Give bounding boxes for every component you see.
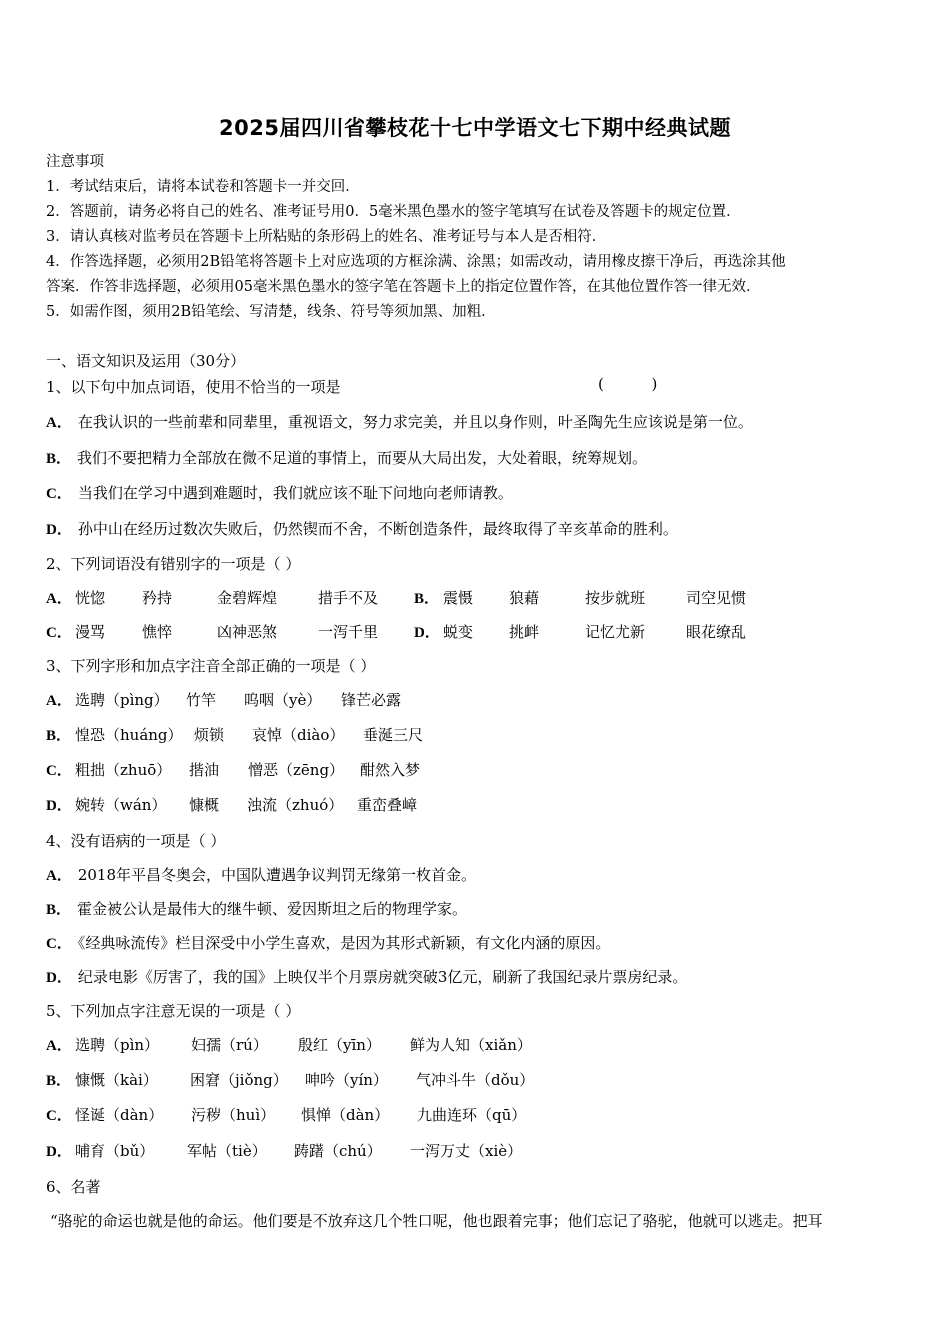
notice-item: 2．答题前，请务必将自己的姓名、准考证号用0．5毫米黑色墨水的签字笔填写在试卷及答题卡的规定位置． xyxy=(46,204,741,220)
question-5-stem: 5、下列加点字注意无误的一项是（ ） xyxy=(46,1002,301,1020)
section-heading: 一、语文知识及运用（30分） xyxy=(46,352,246,370)
word-item: 蜕变 xyxy=(443,623,474,641)
word-item: 一泻万丈（xiè） xyxy=(410,1142,523,1160)
q5-option-d xyxy=(46,1140,523,1161)
option-label: D． xyxy=(46,522,72,538)
word-item: 憎恶（zēng） xyxy=(248,761,345,779)
q3-option-c xyxy=(46,759,421,780)
option-text: 霍金被公认是最伟大的继牛顿、爱因斯坦之后的物理学家。 xyxy=(77,900,468,918)
word-item: 矜持 xyxy=(142,589,173,607)
word-item: 重峦叠嶂 xyxy=(357,796,418,814)
option-text: 孙中山在经历过数次失败后，仍然锲而不舍，不断创造条件，最终取得了辛亥革命的胜利。 xyxy=(77,520,678,538)
notice-item: 答案．作答非选择题，必须用05毫米黑色墨水的签字笔在答题卡上的指定位置作答，在其他位置作答一律无效． xyxy=(46,279,761,295)
q2-row-ab xyxy=(46,587,747,608)
question-1-stem: 1、以下句中加点词语，使用不恰当的一项是 xyxy=(46,378,341,396)
word-item: 军帖（tiè） xyxy=(187,1142,267,1160)
word-item: 金碧辉煌 xyxy=(217,589,278,607)
word-item: 憔悴 xyxy=(142,623,173,641)
word-item: 震慑 xyxy=(443,589,474,607)
word-item: 哺育（bǔ） xyxy=(75,1142,155,1160)
option-label: B． xyxy=(46,451,72,467)
option-text: 我们不要把精力全部放在微不足道的事情上，而要从大局出发，大处着眼，统筹规划。 xyxy=(77,449,648,467)
word-item: 妇孺（rú） xyxy=(191,1036,268,1054)
word-item: 漫骂 xyxy=(75,623,106,641)
word-item: 恍惚 xyxy=(75,589,106,607)
notice-item: 5．如需作图，须用2B铅笔绘、写清楚，线条、符号等须加黑、加粗． xyxy=(46,304,496,320)
word-item: 污秽（huì） xyxy=(191,1106,276,1124)
option-label: A． xyxy=(46,693,72,709)
question-3-stem: 3、下列字形和加点字注音全部正确的一项是（ ） xyxy=(46,657,376,675)
word-item: 酣然入梦 xyxy=(360,761,421,779)
option-label: C． xyxy=(46,763,72,779)
word-item: 锋芒必露 xyxy=(341,691,402,709)
word-item: 按步就班 xyxy=(585,589,646,607)
question-1-answer-paren: ( ) xyxy=(598,375,658,393)
question-6-stem: 6、名著 xyxy=(46,1178,101,1196)
word-item: 鲜为人知（xiǎn） xyxy=(410,1036,532,1054)
option-label: B． xyxy=(46,728,72,744)
notice-item: 1．考试结束后，请将本试卷和答题卡一并交回． xyxy=(46,179,360,195)
option-label: B． xyxy=(46,902,72,918)
word-item: 踌躇（chú） xyxy=(294,1142,382,1160)
q4-option-d xyxy=(46,966,687,987)
word-item: 狼藉 xyxy=(509,589,540,607)
word-item: 竹竿 xyxy=(186,691,217,709)
word-item: 婉转（wán） xyxy=(75,796,167,814)
q1-option-b xyxy=(46,447,647,468)
option-label: A． xyxy=(46,1038,72,1054)
q4-option-a xyxy=(46,864,476,885)
word-item: 选聘（pìng） xyxy=(75,691,169,709)
notice-item: 3．请认真核对监考员在答题卡上所粘贴的条形码上的姓名、准考证号与本人是否相符． xyxy=(46,229,607,245)
word-item: 惧惮（dàn） xyxy=(301,1106,390,1124)
word-item: 哀悼（diào） xyxy=(252,726,345,744)
word-item: 慷慨（kài） xyxy=(75,1071,158,1089)
word-item: 慷概 xyxy=(189,796,220,814)
word-item: 挑衅 xyxy=(509,623,540,641)
q5-option-b xyxy=(46,1069,535,1090)
question-2-stem: 2、下列词语没有错别字的一项是（ ） xyxy=(46,555,301,573)
word-item: 困窘（jiǒng） xyxy=(190,1071,288,1089)
q1-option-d xyxy=(46,518,678,539)
option-label: B． xyxy=(414,591,440,607)
notice-block xyxy=(46,150,916,325)
notice-item: 4．作答选择题，必须用2B铅笔将答题卡上对应选项的方框涂满、涂黑；如需改动，请用橡皮擦干净后，再选涂其他 xyxy=(46,254,786,270)
question-4-stem: 4、没有语病的一项是（ ） xyxy=(46,832,226,850)
page-title: 2025届四川省攀枝花十七中学语文七下期中经典试题 xyxy=(219,116,731,140)
word-item: 措手不及 xyxy=(318,589,379,607)
word-item: 粗拙（zhuō） xyxy=(75,761,172,779)
option-label: C． xyxy=(46,625,72,641)
option-label: A． xyxy=(46,868,72,884)
word-item: 烦锁 xyxy=(194,726,225,744)
option-label: D． xyxy=(414,625,440,641)
q5-option-a xyxy=(46,1034,532,1055)
option-label: D． xyxy=(46,1144,72,1160)
word-item: 一泻千里 xyxy=(318,623,379,641)
option-text: 《经典咏流传》栏目深受中小学生喜欢，是因为其形式新颖，有文化内涵的原因。 xyxy=(77,934,611,952)
option-label: C． xyxy=(46,1108,72,1124)
word-item: 气冲斗牛（dǒu） xyxy=(416,1071,535,1089)
q3-option-a xyxy=(46,689,402,710)
word-item: 垂涎三尺 xyxy=(363,726,424,744)
q1-option-a xyxy=(46,411,753,432)
q2-row-cd xyxy=(46,621,747,642)
q4-option-c xyxy=(46,932,610,953)
option-text: 纪录电影《厉害了，我的国》上映仅半个月票房就突破3亿元，刷新了我国纪录片票房纪录。 xyxy=(77,968,688,986)
word-item: 惶恐（huáng） xyxy=(75,726,183,744)
word-item: 怪诞（dàn） xyxy=(75,1106,164,1124)
q1-option-c xyxy=(46,482,513,503)
word-item: 司空见惯 xyxy=(686,589,747,607)
word-item: 浊流（zhuó） xyxy=(247,796,344,814)
word-item: 选聘（pìn） xyxy=(75,1036,160,1054)
option-text: 2018年平昌冬奥会，中国队遭遇争议判罚无缘第一枚首金。 xyxy=(77,866,477,884)
word-item: 凶神恶煞 xyxy=(217,623,278,641)
option-text: 在我认识的一些前辈和同辈里，重视语文，努力求完美，并且以身作则，叶圣陶先生应该说是第一位。 xyxy=(77,413,753,431)
option-label: D． xyxy=(46,798,72,814)
q6-passage: “骆驼的命运也就是他的命运。他们要是不放弃这几个牲口呢，他也跟着完事；他们忘记了骆驼，他就可以逃走。把耳 xyxy=(50,1212,823,1230)
option-label: A． xyxy=(46,415,72,431)
option-label: D． xyxy=(46,970,72,986)
word-item: 记忆尤新 xyxy=(585,623,646,641)
word-item: 眼花缭乱 xyxy=(686,623,747,641)
q4-option-b xyxy=(46,898,467,919)
option-label: A． xyxy=(46,591,72,607)
option-text: 当我们在学习中遇到难题时，我们就应该不耻下问地向老师请教。 xyxy=(77,484,513,502)
option-label: B． xyxy=(46,1073,72,1089)
notice-heading: 注意事项 xyxy=(46,154,104,170)
option-label: C． xyxy=(46,486,72,502)
option-label: C． xyxy=(46,936,72,952)
word-item: 九曲连环（qū） xyxy=(417,1106,527,1124)
word-item: 殷红（yīn） xyxy=(298,1036,381,1054)
word-item: 呻吟（yín） xyxy=(305,1071,388,1089)
q3-option-d xyxy=(46,794,418,815)
word-item: 呜咽（yè） xyxy=(244,691,322,709)
q3-option-b xyxy=(46,724,424,745)
word-item: 揩油 xyxy=(189,761,220,779)
q5-option-c xyxy=(46,1104,527,1125)
